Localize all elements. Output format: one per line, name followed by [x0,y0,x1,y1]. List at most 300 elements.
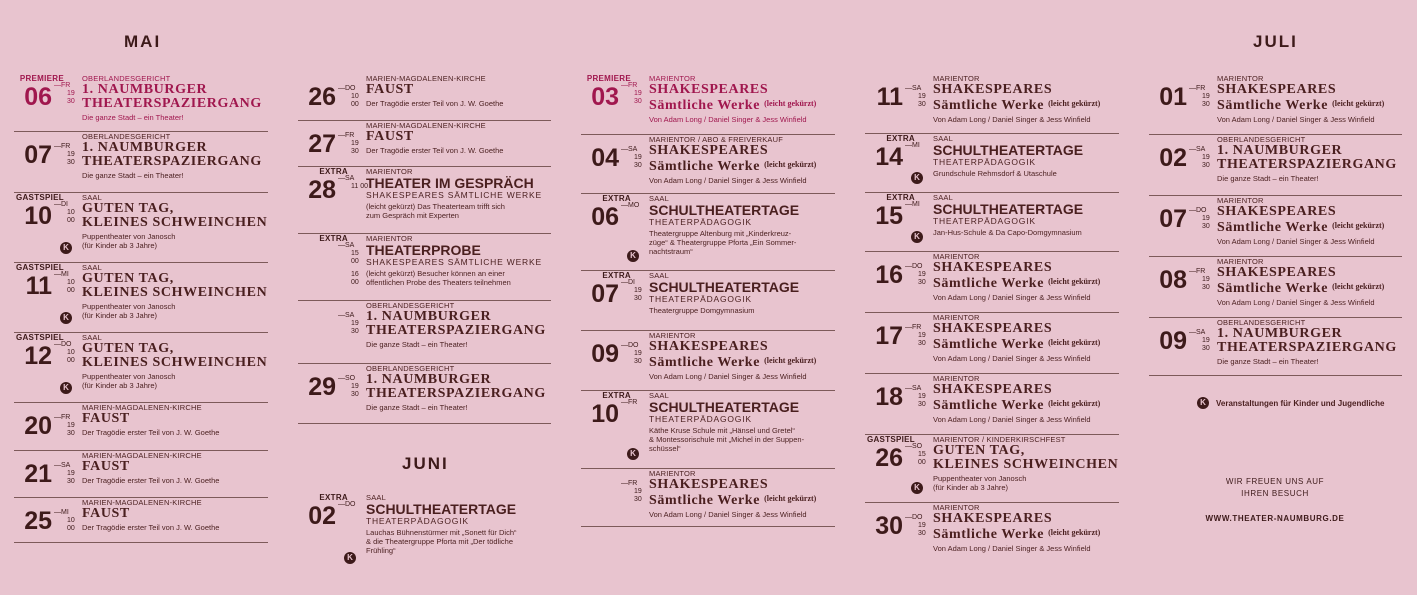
event-body [1217,196,1402,246]
event-title-2-text: Sämtliche Werke [1217,98,1329,113]
event-datetime [338,312,368,336]
event-subtitle: THEATERPÄDAGOGIK [649,414,752,424]
event-day: 01 [1159,83,1187,111]
event-location: MARIENTOR [366,167,413,176]
event-weekday: —DO [905,514,923,521]
event-title-2-text: Sämtliche Werke [933,527,1045,542]
event-title-note: (leicht gekürzt) [1048,528,1101,537]
event-body [366,167,551,220]
event-entry [14,497,268,543]
event-description: Von Adam Long / Daniel Singer & Jess Winfield [1217,237,1375,246]
event-day: 30 [875,512,903,540]
event-description: Puppentheater von Janosch [933,474,1027,483]
event-weekday-label: FR [1196,85,1206,92]
event-location: MARIEN-MAGDALENEN-KIRCHE [82,451,202,460]
event-day: 26 [875,444,903,472]
event-entry [1149,134,1402,196]
kids-icon: K [1197,397,1209,409]
event-description: Die ganze Stadt – ein Theater! [1217,357,1319,366]
kids-icon: K [627,250,639,262]
event-day: 06 [24,83,52,111]
event-datetime [621,146,651,170]
event-time: 10 00 [67,279,75,294]
event-location: OBERLANDESGERICHT [1217,135,1306,144]
kids-icon: K [627,448,639,460]
event-body [933,74,1119,124]
event-entry [581,468,835,527]
event-body [933,435,1119,492]
event-day: 07 [1159,205,1187,233]
footer-url[interactable]: WWW.THEATER-NAUMBURG.DE [1205,514,1345,523]
event-body [933,313,1119,363]
event-entry [581,390,835,469]
event-description-2: (für Kinder ab 3 Jahre) [82,241,158,250]
event-weekday-label: DO [1196,207,1207,214]
event-title-2-text: KLEINES SCHWEINCHEN [82,285,268,300]
event-description: Von Adam Long / Daniel Singer & Jess Winfield [649,115,807,124]
event-title: GUTEN TAG, [933,443,1025,458]
event-subtitle: THEATERPÄDAGOGIK [933,216,1036,226]
event-description: Der Tragödie erster Teil von J. W. Goethe [82,428,220,437]
event-location: MARIENTOR [933,252,980,261]
event-datetime [1189,207,1219,231]
event-body [933,503,1119,553]
event-title-note: (leicht gekürzt) [764,494,817,503]
event-tag: GASTSPIEL [866,435,915,444]
event-entry [14,131,268,193]
event-title: 1. NAUMBURGER [1217,326,1343,341]
event-title-2-text: THEATERSPAZIERGANG [82,96,262,111]
event-datetime [1189,268,1219,292]
event-entry [581,270,835,331]
event-weekday: —SA [338,175,355,182]
event-tag: EXTRA [319,234,348,243]
event-tag: GASTSPIEL [15,263,64,272]
event-title-2 [1217,97,1402,113]
event-tag: EXTRA [319,493,348,502]
event-location: MARIENTOR [649,331,696,340]
event-time: 19 30 [67,470,75,485]
event-subtitle: SHAKESPEARES SÄMTLICHE WERKE [366,257,542,267]
event-title: SHAKESPEARES [933,382,1053,397]
event-weekday-label: SA [345,312,355,319]
event-location: OBERLANDESGERICHT [366,364,455,373]
event-datetime [338,242,368,287]
event-weekday: —SO [338,375,356,382]
event-description-2: öffentlichen Probe des Theaters teilnehmen [366,278,511,287]
event-weekday-label: SA [61,462,71,469]
event-title-2 [82,97,268,111]
footer-line-2: IHREN BESUCH [1241,489,1309,498]
event-title-2 [366,387,551,401]
event-time: 19 30 [351,320,359,335]
event-time: 11 00 [351,183,368,190]
event-description: (leicht gekürzt) Besucher können an einer [366,269,505,278]
event-description: Puppentheater von Janosch [82,302,176,311]
event-title-2-text: Sämtliche Werke [649,355,761,370]
event-title: 1. NAUMBURGER [366,309,492,324]
event-title-2 [649,354,835,370]
event-title: GUTEN TAG, [82,341,174,356]
event-entry [1149,317,1402,376]
event-day: 06 [591,203,619,231]
event-title-2 [933,336,1119,352]
event-datetime [54,462,84,486]
event-title-2-text: THEATERSPAZIERGANG [366,386,546,401]
event-description: Der Tragödie erster Teil von J. W. Goethe [366,146,504,155]
event-description: Grundschule Rehmsdorf & Utaschule [933,169,1057,178]
event-title: SCHULTHEATERTAGE [649,399,800,415]
event-description: Die ganze Stadt – ein Theater! [366,403,468,412]
event-title: SHAKESPEARES [933,511,1053,526]
event-location: MARIENTOR [933,374,980,383]
event-title-2 [649,158,835,174]
event-time: 19 30 [351,140,359,155]
event-tag: EXTRA [602,194,631,203]
event-body [649,271,835,315]
event-weekday-label: FR [628,399,638,406]
event-body [366,493,551,555]
event-datetime [621,480,651,504]
event-weekday: —SA [1189,146,1206,153]
event-weekday-label: DO [345,501,356,508]
event-description: Die ganze Stadt – ein Theater! [1217,174,1319,183]
event-datetime [54,509,84,533]
event-day: 10 [591,400,619,428]
event-description: Käthe Kruse Schule mit „Hänsel und Gretel“ [649,426,795,435]
event-title: 1. NAUMBURGER [82,82,208,97]
event-title-note: (leicht gekürzt) [764,99,817,108]
event-datetime [905,324,935,348]
event-description-2: & die Theatergruppe Pforta mit „Der tödliche [366,537,514,546]
event-weekday-label: SA [345,242,355,249]
event-title-2-text: THEATERSPAZIERGANG [82,154,262,169]
footer-line-1: WIR FREUEN UNS AUF [1225,477,1325,486]
event-title-2 [1217,158,1402,172]
event-entry [298,363,551,424]
event-description: Von Adam Long / Daniel Singer & Jess Winfield [933,293,1091,302]
event-weekday-label: DO [61,341,72,348]
event-title-note: (leicht gekürzt) [1048,338,1101,347]
event-body [1217,135,1402,183]
event-day: 21 [24,460,52,488]
event-weekday: —SA [338,312,355,319]
event-weekday-label: FR [628,480,638,487]
event-day: 10 [24,202,52,230]
event-entry [14,192,268,263]
event-subtitle: SHAKESPEARES SÄMTLICHE WERKE [366,190,542,200]
event-title: SHAKESPEARES [649,82,769,97]
event-datetime [338,501,368,509]
kids-icon: K [911,482,923,494]
event-weekday: —SA [1189,329,1206,336]
event-weekday-label: DO [345,85,356,92]
event-weekday-label: FR [628,82,638,89]
event-datetime [621,82,651,106]
event-datetime [621,342,651,366]
event-title: GUTEN TAG, [82,271,174,286]
event-description: Jan-Hus-Schule & Da Capo-Domgymnasium [933,228,1082,237]
event-datetime [54,201,84,225]
event-title-note: (leicht gekürzt) [1332,221,1385,230]
event-weekday-label: SO [912,443,923,450]
event-location: SAAL [82,193,102,202]
event-entry [298,233,551,301]
event-datetime [54,143,84,167]
event-description: (leicht gekürzt) Das Theaterteam trifft sich [366,202,505,211]
event-weekday: —SA [338,242,355,249]
event-location: MARIENTOR [1217,257,1264,266]
event-weekday: —MO [621,202,640,209]
event-datetime [905,443,935,467]
event-time: 19 30 [67,151,75,166]
event-description-3: nachtstraum“ [649,247,693,256]
event-title-note: (leicht gekürzt) [764,356,817,365]
event-location: OBERLANDESGERICHT [366,301,455,310]
event-title: 1. NAUMBURGER [366,372,492,387]
event-time: 19 30 [1202,276,1210,291]
event-title-note: (leicht gekürzt) [1048,277,1101,286]
event-weekday-label: MI [912,142,920,149]
event-datetime [905,385,935,409]
event-body [366,301,551,349]
event-entry [865,192,1119,252]
event-entry [298,492,551,572]
event-location: MARIENTOR [933,503,980,512]
event-weekday-label: DO [912,514,923,521]
event-day: 07 [591,280,619,308]
event-body [649,391,835,453]
event-day: 20 [24,412,52,440]
event-weekday: —FR [54,414,71,421]
event-title: SHAKESPEARES [649,339,769,354]
event-time: 10 00 [67,349,75,364]
event-location: MARIENTOR [1217,196,1264,205]
event-subtitle: THEATERPÄDAGOGIK [933,157,1036,167]
event-title-2-text: Sämtliche Werke [649,159,761,174]
event-tag: PREMIERE [19,74,64,83]
event-entry [1149,256,1402,318]
event-description: Der Tragödie erster Teil von J. W. Goethe [366,99,504,108]
event-title-2 [649,97,835,113]
event-entry [865,373,1119,435]
event-datetime [54,341,84,365]
legend-text: Veranstaltungen für Kinder und Jugendliche [1216,399,1385,408]
event-location: MARIEN-MAGDALENEN-KIRCHE [82,403,202,412]
event-day: 27 [308,130,336,158]
event-tag: GASTSPIEL [15,333,64,342]
event-weekday: —FR [905,324,922,331]
event-weekday: —FR [338,132,355,139]
event-weekday: —SA [905,85,922,92]
event-description: Die ganze Stadt – ein Theater! [82,113,184,122]
event-location: OBERLANDESGERICHT [1217,318,1306,327]
event-location: SAAL [366,493,386,502]
event-description: Puppentheater von Janosch [82,372,176,381]
event-time: 19 30 [918,522,926,537]
event-datetime [621,202,651,210]
event-description: Von Adam Long / Daniel Singer & Jess Winfield [933,544,1091,553]
event-body [82,403,268,437]
event-weekday: —SA [54,462,71,469]
event-entry [14,402,268,451]
event-body [649,331,835,381]
event-title: FAUST [82,411,130,426]
event-weekday: —MI [905,142,920,149]
month-heading-mai: MAI [124,32,162,51]
event-entry [865,312,1119,374]
event-datetime [54,82,84,106]
event-title-2 [82,155,268,169]
kids-icon: K [60,242,72,254]
event-subtitle: THEATERPÄDAGOGIK [649,217,752,227]
event-title-2 [366,324,551,338]
event-entry [581,330,835,391]
event-body [82,333,268,390]
event-tag: EXTRA [602,271,631,280]
event-location: MARIEN-MAGDALENEN-KIRCHE [366,74,486,83]
event-time: 19 30 [1202,93,1210,108]
event-day: 14 [875,143,903,171]
event-description-2: zum Gespräch mit Experten [366,211,459,220]
kids-icon: K [911,231,923,243]
event-entry [14,73,268,132]
event-title-2 [82,356,268,370]
event-time: 19 30 [1202,215,1210,230]
event-title-2 [1217,219,1402,235]
event-description-2: (für Kinder ab 3 Jahre) [82,311,158,320]
event-description: Von Adam Long / Daniel Singer & Jess Winfield [1217,115,1375,124]
event-title: SCHULTHEATERTAGE [649,202,800,218]
event-entry [581,193,835,271]
event-description: Von Adam Long / Daniel Singer & Jess Winfield [933,415,1091,424]
event-location: MARIENTOR [933,74,980,83]
event-time: 19 30 [351,383,359,398]
event-weekday: —MI [54,271,69,278]
event-title-2-text: THEATERSPAZIERGANG [1217,157,1397,172]
event-body [1217,318,1402,366]
event-weekday-label: DO [912,263,923,270]
event-day: 09 [591,340,619,368]
event-title: GUTEN TAG, [82,201,174,216]
event-time: 10 00 [351,93,359,108]
event-day: 15 [875,202,903,230]
event-title-2-text: THEATERSPAZIERGANG [1217,340,1397,355]
event-title: SCHULTHEATERTAGE [366,501,517,517]
event-title-note: (leicht gekürzt) [1332,282,1385,291]
event-description-2: (für Kinder ab 3 Jahre) [933,483,1009,492]
event-tag: EXTRA [886,193,915,202]
event-datetime [621,279,651,303]
event-description: Theatergruppe Domgymnasium [649,306,755,315]
event-weekday-label: MI [61,271,69,278]
event-time-2: 16 00 [351,271,359,286]
event-location: MARIENTOR [649,74,696,83]
event-tag: GASTSPIEL [15,193,64,202]
event-weekday-label: MI [912,201,920,208]
event-body [366,234,551,287]
event-title-2-text: Sämtliche Werke [933,398,1045,413]
event-weekday: —FR [621,399,638,406]
event-title-2-text: Sämtliche Werke [1217,281,1329,296]
event-entry [298,166,551,234]
event-day: 18 [875,383,903,411]
event-location: MARIEN-MAGDALENEN-KIRCHE [366,121,486,130]
event-title-2-text: Sämtliche Werke [933,98,1045,113]
event-day: 02 [308,502,336,530]
event-tag: EXTRA [886,134,915,143]
event-description: Der Tragödie erster Teil von J. W. Goethe [82,476,220,485]
event-day: 28 [308,176,336,204]
event-body [649,135,835,185]
event-entry [14,332,268,403]
kids-icon: K [60,382,72,394]
event-title-2 [933,526,1119,542]
event-body [82,498,268,532]
event-entry [865,251,1119,313]
event-subtitle: THEATERPÄDAGOGIK [649,294,752,304]
event-description: Von Adam Long / Daniel Singer & Jess Winfield [933,115,1091,124]
event-body [933,374,1119,424]
event-body [649,74,835,124]
event-day: 26 [308,83,336,111]
event-day: 11 [876,83,903,111]
event-title-note: (leicht gekürzt) [1048,99,1101,108]
event-entry [865,73,1119,134]
event-body [82,263,268,320]
event-time: 10 00 [67,517,75,532]
event-title-2 [82,216,268,230]
event-title: SHAKESPEARES [649,143,769,158]
event-weekday-label: SA [1196,146,1206,153]
kids-icon: K [60,312,72,324]
event-description: Von Adam Long / Daniel Singer & Jess Winfield [649,510,807,519]
event-day: 16 [875,261,903,289]
event-entry [298,300,551,364]
event-weekday: —FR [621,480,638,487]
event-weekday-label: FR [61,414,71,421]
event-day: 11 [25,272,52,300]
event-datetime [338,132,368,156]
event-time: 19 30 [634,488,642,503]
event-entry [1149,73,1402,135]
event-datetime [905,263,935,287]
event-weekday: —SA [621,146,638,153]
event-description: Lauchas Bühnenstürmer mit „Sonett für Dich“ [366,528,517,537]
event-time: 19 30 [1202,337,1210,352]
event-time: 19 30 [634,90,642,105]
event-location: SAAL [649,271,669,280]
event-weekday: —FR [1189,85,1206,92]
event-location: SAAL [933,134,953,143]
event-weekday-label: DI [61,201,68,208]
event-title-2 [933,458,1119,472]
event-time: 10 00 [67,209,75,224]
event-title-2 [933,97,1119,113]
event-title: FAUST [82,506,130,521]
event-description: Der Tragödie erster Teil von J. W. Goethe [82,523,220,532]
kids-icon: K [911,172,923,184]
event-entry [1149,195,1402,257]
event-title: SHAKESPEARES [1217,265,1337,280]
event-body [82,74,268,122]
event-entry [14,450,268,498]
event-title: FAUST [366,82,414,97]
event-day: 29 [308,373,336,401]
event-datetime [1189,329,1219,353]
event-time: 15 00 [918,451,926,466]
event-description-2: züge“ & Theatergruppe Pforta „Ein Sommer- [649,238,797,247]
